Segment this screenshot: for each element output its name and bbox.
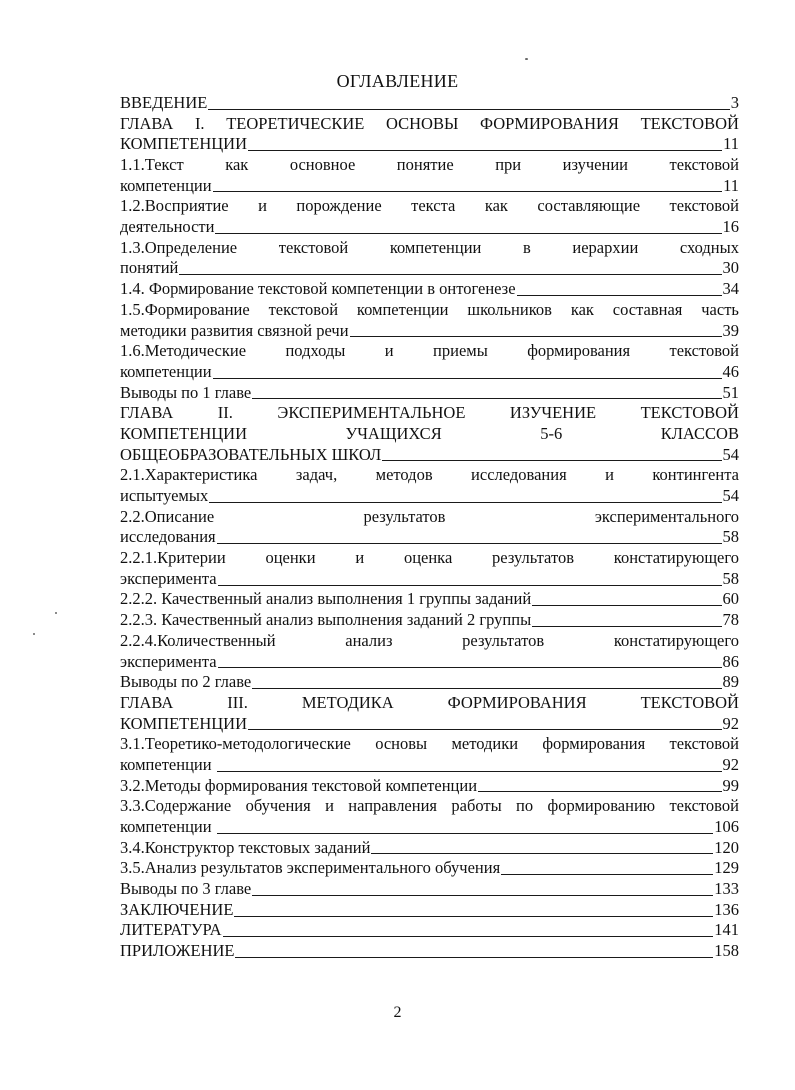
toc-word: ЭКСПЕРИМЕНТАЛЬНОЕ bbox=[277, 403, 466, 423]
toc-word: как bbox=[570, 299, 594, 319]
toc-word: констатирующего bbox=[613, 548, 739, 568]
toc-entry-text: Выводы по 3 главе bbox=[120, 879, 252, 899]
toc-line bbox=[120, 527, 739, 548]
toc-page-number: 30 bbox=[722, 258, 739, 278]
table-of-contents bbox=[120, 93, 739, 962]
toc-line bbox=[120, 93, 739, 114]
toc-page-number: 120 bbox=[714, 837, 739, 857]
leader-line bbox=[382, 460, 721, 461]
toc-line bbox=[120, 548, 739, 569]
toc-word: формирования bbox=[542, 734, 646, 754]
toc-line bbox=[120, 941, 739, 962]
toc-word: 3.1.Теоретико-методологические bbox=[120, 734, 351, 754]
toc-word: и bbox=[605, 465, 614, 485]
leader-line bbox=[532, 626, 721, 627]
leader-line bbox=[501, 874, 713, 875]
toc-page-number: 99 bbox=[722, 775, 739, 795]
toc-word: МЕТОДИКА bbox=[301, 692, 394, 712]
toc-entry-text: методики развития связной речи bbox=[120, 320, 349, 340]
toc-word: 1.6.Методические bbox=[120, 341, 247, 361]
toc-word: II. bbox=[217, 403, 233, 423]
toc-word: результатов bbox=[492, 548, 574, 568]
toc-entry-text: исследования bbox=[120, 527, 216, 547]
toc-word: направления bbox=[348, 796, 438, 816]
toc-entry-text: 2.2.2. Качественный анализ выполнения 1 группы заданий bbox=[120, 589, 532, 609]
toc-line bbox=[120, 486, 739, 507]
toc-page-number: 89 bbox=[722, 672, 739, 692]
toc-word: приемы bbox=[433, 341, 488, 361]
leader-line bbox=[517, 295, 722, 296]
toc-line bbox=[120, 672, 739, 693]
toc-entry-text: 3.2.Методы формирования текстовой компетенции bbox=[120, 775, 478, 795]
toc-line bbox=[120, 134, 739, 155]
leader-line bbox=[215, 233, 721, 234]
toc-word: контингента bbox=[652, 465, 739, 485]
toc-page-number: 141 bbox=[714, 920, 739, 940]
leader-line bbox=[208, 109, 729, 110]
toc-word: формирования bbox=[527, 341, 631, 361]
leader-line bbox=[252, 398, 721, 399]
toc-line bbox=[120, 590, 739, 611]
toc-word: ГЛАВА bbox=[120, 113, 174, 133]
leader-line bbox=[252, 895, 713, 896]
toc-page-number: 129 bbox=[714, 858, 739, 878]
toc-word: 1.5.Формирование bbox=[120, 299, 250, 319]
toc-word: оценки bbox=[265, 548, 316, 568]
leader-line bbox=[235, 957, 713, 958]
leader-line bbox=[218, 585, 722, 586]
toc-entry-text: компетенции bbox=[120, 175, 212, 195]
toc-page-number: 58 bbox=[722, 568, 739, 588]
toc-word: I. bbox=[194, 113, 205, 133]
toc-line bbox=[120, 610, 739, 631]
toc-word: работы bbox=[451, 796, 502, 816]
leader-line bbox=[213, 378, 722, 379]
toc-line bbox=[120, 424, 739, 445]
toc-word: 5-6 bbox=[540, 423, 563, 443]
toc-word: основы bbox=[375, 734, 428, 754]
toc-word: текстовой bbox=[268, 299, 339, 319]
toc-word: формированию bbox=[547, 796, 656, 816]
toc-entry-text: эксперимента bbox=[120, 651, 217, 671]
toc-entry-text: 1.4. Формирование текстовой компетенции в онтогенезе bbox=[120, 279, 516, 299]
toc-page-number: 3 bbox=[730, 92, 739, 112]
toc-line bbox=[120, 217, 739, 238]
toc-word: при bbox=[495, 155, 522, 175]
toc-line bbox=[120, 114, 739, 135]
toc-word: исследования bbox=[471, 465, 567, 485]
toc-word: 2.2.4.Количественный bbox=[120, 630, 276, 650]
toc-word: 2.2.1.Критерии bbox=[120, 548, 226, 568]
toc-word: основное bbox=[289, 155, 356, 175]
toc-word: ФОРМИРОВАНИЯ bbox=[447, 692, 587, 712]
leader-line bbox=[350, 336, 722, 337]
toc-word: ТЕКСТОВОЙ bbox=[640, 113, 739, 133]
toc-word: 1.2.Восприятие bbox=[120, 196, 229, 216]
leader-line bbox=[252, 688, 721, 689]
toc-entry-text: ОБЩЕОБРАЗОВАТЕЛЬНЫХ ШКОЛ bbox=[120, 444, 382, 464]
toc-line bbox=[120, 755, 739, 776]
toc-word: как bbox=[225, 155, 249, 175]
toc-word: результатов bbox=[363, 506, 446, 526]
toc-word: в bbox=[523, 237, 531, 257]
toc-word: КОМПЕТЕНЦИИ bbox=[120, 423, 247, 443]
leader-line bbox=[371, 853, 713, 854]
toc-entry-text: деятельности bbox=[120, 217, 215, 237]
toc-word: порождение bbox=[296, 196, 382, 216]
toc-word: 1.3.Определение bbox=[120, 237, 238, 257]
toc-word: оценка bbox=[403, 548, 453, 568]
toc-entry-text: ВВЕДЕНИЕ bbox=[120, 92, 208, 112]
toc-entry-text: 2.2.3. Качественный анализ выполнения заданий 2 группы bbox=[120, 610, 532, 630]
leader-line bbox=[213, 191, 723, 192]
toc-line bbox=[120, 900, 739, 921]
toc-entry-text: компетенции bbox=[120, 361, 212, 381]
toc-page-number: 158 bbox=[714, 941, 739, 961]
toc-line bbox=[120, 403, 739, 424]
toc-word: обучения bbox=[245, 796, 311, 816]
toc-word: 1.1.Текст bbox=[120, 155, 184, 175]
toc-page-number: 54 bbox=[722, 486, 739, 506]
toc-word: подходы bbox=[285, 341, 346, 361]
toc-line bbox=[120, 569, 739, 590]
toc-line bbox=[120, 879, 739, 900]
toc-word: компетенции bbox=[356, 299, 449, 319]
toc-entry-text: КОМПЕТЕНЦИИ bbox=[120, 713, 247, 733]
toc-line bbox=[120, 465, 739, 486]
scan-speck bbox=[33, 633, 35, 635]
toc-entry-text: компетенции bbox=[120, 817, 216, 837]
toc-line bbox=[120, 693, 739, 714]
toc-word: экспериментального bbox=[594, 506, 739, 526]
toc-line bbox=[120, 176, 739, 197]
toc-word: и bbox=[384, 341, 394, 361]
toc-word: и bbox=[258, 196, 267, 216]
toc-word: III. bbox=[227, 692, 248, 712]
toc-line bbox=[120, 858, 739, 879]
toc-line bbox=[120, 776, 739, 797]
toc-word: как bbox=[484, 196, 508, 216]
leader-line bbox=[209, 502, 721, 503]
toc-page-number: 54 bbox=[722, 444, 739, 464]
toc-entry-text: испытуемых bbox=[120, 486, 209, 506]
toc-line bbox=[120, 341, 739, 362]
toc-word: текстовой bbox=[669, 155, 739, 175]
toc-line bbox=[120, 279, 739, 300]
toc-line bbox=[120, 321, 739, 342]
toc-word: 2.2.Описание bbox=[120, 506, 215, 526]
toc-entry-text: компетенции bbox=[120, 754, 216, 774]
toc-line bbox=[120, 921, 739, 942]
leader-line bbox=[234, 916, 713, 917]
toc-page-number: 39 bbox=[722, 320, 739, 340]
toc-word: ГЛАВА bbox=[120, 403, 174, 423]
toc-word: УЧАЩИХСЯ bbox=[345, 423, 442, 443]
toc-word: анализ bbox=[345, 630, 393, 650]
toc-word: сходных bbox=[679, 237, 739, 257]
toc-word: текстовой bbox=[278, 237, 349, 257]
page-title: ОГЛАВЛЕНИЕ bbox=[336, 71, 459, 91]
toc-line bbox=[120, 445, 739, 466]
leader-line bbox=[217, 543, 722, 544]
toc-line bbox=[120, 362, 739, 383]
toc-line bbox=[120, 631, 739, 652]
toc-page-number: 51 bbox=[722, 382, 739, 402]
toc-page-number: 133 bbox=[714, 879, 739, 899]
toc-word: методики bbox=[451, 734, 519, 754]
toc-word: ГЛАВА bbox=[120, 692, 174, 712]
toc-line bbox=[120, 383, 739, 404]
toc-word: составная bbox=[612, 299, 683, 319]
toc-line bbox=[120, 817, 739, 838]
scan-speck bbox=[55, 612, 57, 614]
toc-word: 2.1.Характеристика bbox=[120, 465, 258, 485]
leader-line bbox=[217, 833, 714, 834]
toc-word: ИЗУЧЕНИЕ bbox=[509, 403, 597, 423]
toc-word: часть bbox=[701, 299, 739, 319]
toc-entry-text: Выводы по 2 главе bbox=[120, 672, 252, 692]
toc-word: текстовой bbox=[669, 341, 739, 361]
toc-word: текстовой bbox=[669, 196, 739, 216]
toc-word: результатов bbox=[462, 630, 545, 650]
leader-line bbox=[217, 771, 722, 772]
toc-line bbox=[120, 300, 739, 321]
toc-line bbox=[120, 734, 739, 755]
toc-page-number: 60 bbox=[722, 589, 739, 609]
toc-word: задач, bbox=[295, 465, 338, 485]
toc-word: изучении bbox=[562, 155, 628, 175]
toc-entry-text: ЛИТЕРАТУРА bbox=[120, 920, 222, 940]
scan-speck bbox=[525, 58, 528, 60]
toc-line bbox=[120, 238, 739, 259]
toc-word: иерархии bbox=[572, 237, 639, 257]
leader-line bbox=[218, 667, 722, 668]
toc-word: методов bbox=[375, 465, 433, 485]
toc-word: школьников bbox=[467, 299, 552, 319]
toc-page-number: 11 bbox=[723, 175, 739, 195]
toc-line bbox=[120, 838, 739, 859]
toc-line bbox=[120, 259, 739, 280]
toc-word: ФОРМИРОВАНИЯ bbox=[479, 113, 619, 133]
toc-page-number: 16 bbox=[722, 217, 739, 237]
toc-page-number: 86 bbox=[722, 651, 739, 671]
toc-word: ТЕОРЕТИЧЕСКИЕ bbox=[226, 113, 365, 133]
toc-word: и bbox=[325, 796, 334, 816]
toc-line bbox=[120, 507, 739, 528]
toc-entry-text: КОМПЕТЕНЦИИ bbox=[120, 134, 247, 154]
toc-line bbox=[120, 714, 739, 735]
toc-entry-text: 3.5.Анализ результатов экспериментального обучения bbox=[120, 858, 501, 878]
toc-entry-text: 3.4.Конструктор текстовых заданий bbox=[120, 837, 371, 857]
toc-word: составляющие bbox=[537, 196, 641, 216]
leader-line bbox=[478, 791, 721, 792]
leader-line bbox=[223, 936, 714, 937]
toc-page-number: 34 bbox=[722, 279, 739, 299]
toc-line bbox=[120, 796, 739, 817]
toc-word: ТЕКСТОВОЙ bbox=[640, 403, 739, 423]
toc-word: компетенции bbox=[389, 237, 482, 257]
toc-entry-text: ПРИЛОЖЕНИЕ bbox=[120, 941, 235, 961]
toc-word: 3.3.Содержание bbox=[120, 796, 232, 816]
toc-word: ОСНОВЫ bbox=[385, 113, 459, 133]
toc-entry-text: ЗАКЛЮЧЕНИЕ bbox=[120, 899, 234, 919]
toc-word: понятие bbox=[396, 155, 454, 175]
toc-word: текстовой bbox=[669, 796, 739, 816]
leader-line bbox=[248, 729, 722, 730]
toc-page-number: 11 bbox=[723, 134, 739, 154]
toc-line bbox=[120, 196, 739, 217]
page-number: 2 bbox=[393, 1004, 402, 1021]
toc-page-number: 78 bbox=[722, 610, 739, 630]
leader-line bbox=[532, 605, 721, 606]
toc-page-number: 58 bbox=[722, 527, 739, 547]
toc-page-number: 92 bbox=[722, 754, 739, 774]
leader-line bbox=[248, 150, 722, 151]
toc-line bbox=[120, 652, 739, 673]
toc-page-number: 106 bbox=[714, 817, 739, 837]
toc-page-number: 92 bbox=[722, 713, 739, 733]
toc-entry-text: Выводы по 1 главе bbox=[120, 382, 252, 402]
toc-word: текста bbox=[411, 196, 456, 216]
toc-word: и bbox=[355, 548, 365, 568]
toc-word: КЛАССОВ bbox=[660, 423, 739, 443]
leader-line bbox=[179, 274, 721, 275]
toc-entry-text: понятий bbox=[120, 258, 179, 278]
toc-word: ТЕКСТОВОЙ bbox=[640, 692, 739, 712]
toc-line bbox=[120, 155, 739, 176]
toc-page-number: 136 bbox=[714, 899, 739, 919]
toc-word: текстовой bbox=[669, 734, 739, 754]
toc-word: констатирующего bbox=[613, 630, 739, 650]
toc-word: по bbox=[516, 796, 534, 816]
toc-page-number: 46 bbox=[722, 361, 739, 381]
toc-entry-text: эксперимента bbox=[120, 568, 217, 588]
